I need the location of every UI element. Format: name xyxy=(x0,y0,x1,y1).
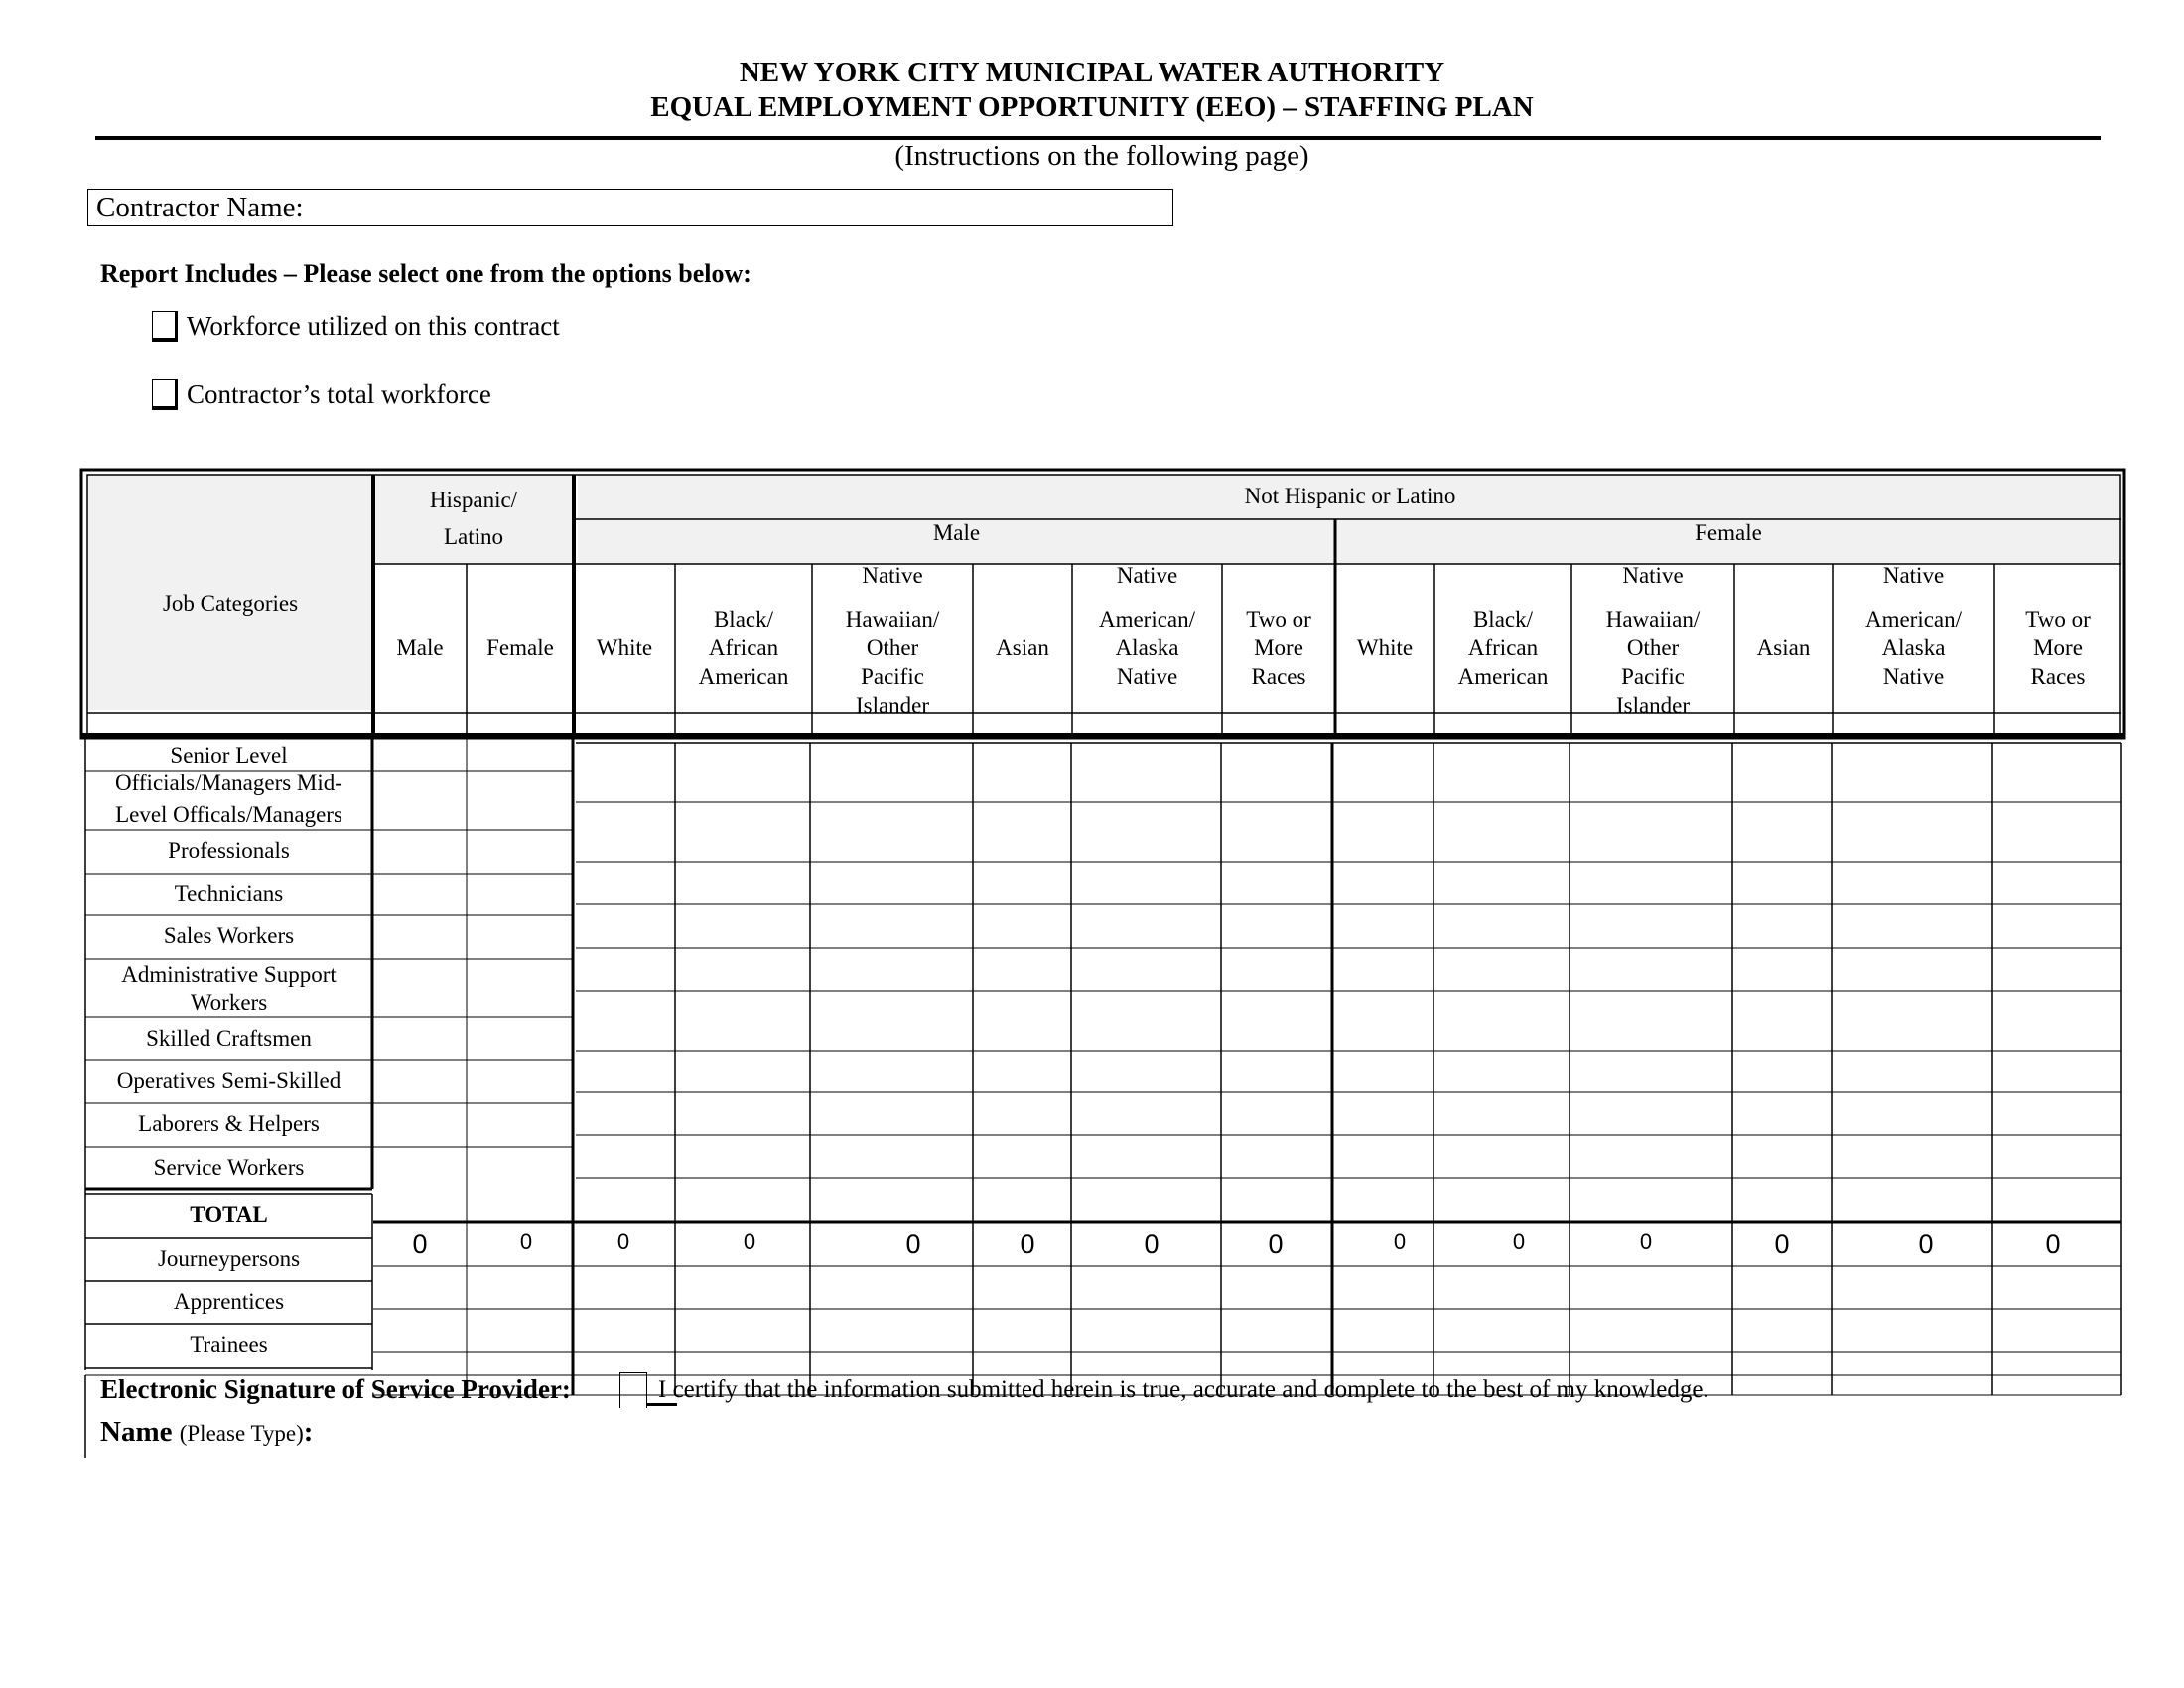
total-value: 0 xyxy=(2045,1229,2061,1259)
name-colon: : xyxy=(303,1416,314,1448)
instructions-note: (Instructions on the following page) xyxy=(894,140,1309,172)
female-aian-col: Native American/ Alaska Native xyxy=(1864,563,1963,689)
not-hispanic-header: Not Hispanic or Latino xyxy=(1244,484,1456,508)
option-label: Contractor’s total workforce xyxy=(187,379,491,409)
job-category-professionals: Professionals xyxy=(168,838,290,863)
trainees-label: Trainees xyxy=(190,1333,268,1357)
male-aian-col: Native American/ Alaska Native xyxy=(1098,563,1196,689)
name-field[interactable] xyxy=(100,1416,313,1449)
job-category-technicians: Technicians xyxy=(174,881,284,906)
name-hint: (Please Type) xyxy=(179,1421,304,1446)
apprentices-label: Apprentices xyxy=(173,1289,285,1314)
male-two-races-col: Two or More Races xyxy=(1246,607,1311,689)
total-value: 0 xyxy=(1268,1229,1284,1259)
total-value: 0 xyxy=(1639,1229,1653,1254)
job-category-mid-officials: Level Officals/Managers xyxy=(115,802,342,827)
total-row-label: TOTAL xyxy=(190,1202,268,1227)
job-category-operatives: Operatives Semi-Skilled xyxy=(116,1068,341,1093)
male-white-col: White xyxy=(596,635,653,660)
total-value: 0 xyxy=(1512,1229,1526,1254)
job-category-laborers: Laborers & Helpers xyxy=(138,1111,320,1136)
total-value: 0 xyxy=(1918,1229,1934,1259)
total-value: 0 xyxy=(412,1229,428,1259)
job-category-skilled-craftsmen: Skilled Craftsmen xyxy=(146,1026,312,1051)
female-white-col: White xyxy=(1356,635,1414,660)
female-header: Female xyxy=(1695,520,1762,545)
option-label: Workforce utilized on this contract xyxy=(187,311,560,341)
certify-checkbox[interactable] xyxy=(619,1372,647,1408)
contractor-name-label: Contractor Name: xyxy=(96,192,304,223)
job-category-service-workers: Service Workers xyxy=(153,1155,305,1180)
female-two-races-col: Two or More Races xyxy=(2025,607,2091,689)
total-value: 0 xyxy=(743,1229,756,1254)
total-value: 0 xyxy=(1774,1229,1790,1259)
job-category-admin-support: Administrative Support Workers xyxy=(121,962,337,1015)
job-categories-header: Job Categories xyxy=(162,591,299,616)
job-category-sales-workers: Sales Workers xyxy=(163,923,295,948)
total-value: 0 xyxy=(1393,1229,1407,1254)
hispanic-latino-header: Hispanic/ Latino xyxy=(429,488,518,549)
signature-label: Electronic Signature of Service Provider: xyxy=(100,1374,571,1404)
form-title: NEW YORK CITY MUNICIPAL WATER AUTHORITY xyxy=(739,57,1445,88)
form-subtitle: EQUAL EMPLOYMENT OPPORTUNITY (EEO) – STAFFING PLAN xyxy=(650,91,1534,123)
total-value: 0 xyxy=(905,1229,921,1259)
job-category-senior-officials: Senior Level Officials/Managers Mid- xyxy=(115,743,342,795)
certify-statement: I certify that the information submitted herein is true, accurate and complete to the best of my knowledge. xyxy=(658,1376,1709,1403)
total-value: 0 xyxy=(1144,1229,1160,1259)
name-label: Name xyxy=(100,1416,173,1448)
total-value: 0 xyxy=(1020,1229,1035,1259)
hispanic-female-col: Female xyxy=(486,635,554,660)
female-nhopi-col: Native Hawaiian/ Other Pacific Islander xyxy=(1605,563,1701,718)
report-includes-label: Report Includes – Please select one from the options below: xyxy=(100,259,751,288)
male-asian-col: Asian xyxy=(996,635,1049,660)
male-black-col: Black/ African American xyxy=(698,607,789,689)
female-black-col: Black/ African American xyxy=(1457,607,1549,689)
male-nhopi-col: Native Hawaiian/ Other Pacific Islander xyxy=(845,563,940,718)
male-header: Male xyxy=(932,520,981,545)
journeypersons-label: Journeypersons xyxy=(157,1246,301,1271)
hispanic-male-col: Male xyxy=(396,635,444,660)
female-asian-col: Asian xyxy=(1756,635,1811,660)
total-value: 0 xyxy=(616,1229,630,1254)
total-value: 0 xyxy=(519,1229,533,1254)
